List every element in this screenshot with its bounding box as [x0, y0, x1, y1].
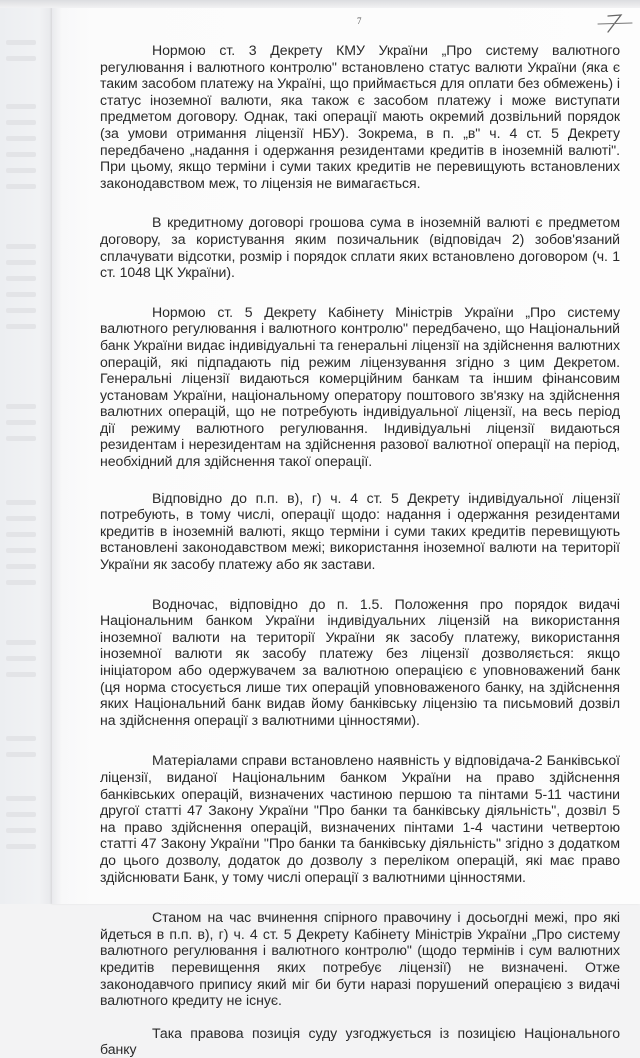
bleed-through-text	[6, 104, 36, 109]
bleed-through-text	[6, 308, 36, 313]
page-number: 7	[357, 16, 362, 26]
bleed-through-text	[6, 260, 36, 265]
paragraph-1: Нормою ст. 3 Декрету КМУ України „Про систему валютного регулювання і валютного контролю" встановлено статус валюти України (яка є таким засобом платежу на Україні, що приймається для оплати без обмежень) і статус іноземної валюти, яка також є засобом платежу і може виступати предметом договору. Однак, такі операції мають окремий дозвільний порядок (за умови отримання ліцензії НБУ). Зокрема, в п. „в" ч. 4 ст. 5 Декрету передбачено „надання і одержання резидентами кредитів в іноземній валюті". При цьому, якщо терміни і суми таких кредитів не перевищують встановлених законодавством меж, то ліцензія не вимагається.	[100, 42, 620, 191]
underlying-page-edge	[0, 0, 56, 904]
paragraph-4: Відповідно до п.п. в), г) ч. 4 ст. 5 Декрету індивідуальної ліцензії потребують, в тому числі, операції щодо: надання і одержання резидентами кредитів в іноземній валюті, якщо терміни і суми таких кредитів перевищують встановлені законодавством межі; використання іноземної валюти на території України як засобу платежу або як застави.	[100, 489, 620, 573]
bleed-through-text	[6, 796, 36, 801]
bleed-through-text	[6, 404, 36, 409]
bleed-through-text	[6, 292, 36, 297]
document-body	[100, 42, 620, 1058]
paragraph-gap	[100, 191, 620, 214]
bleed-through-text	[6, 516, 36, 521]
paragraph-gap	[100, 573, 620, 596]
paragraph-7: Станом на час вчинення спірного правочину і досьогдні межі, про які йдеться в п.п. в), г) ч. 4 ст. 5 Декрету Кабінету Міністрів України „Про систему валютного регулювання і валютного контролю" (щодо термінів і сум валютних кредитів перевищення яких потребує ліцензії) не визначені. Отже законодавчого припису який міг би бути наразі порушений операцією з видачі валютного кредиту не існує.	[100, 909, 620, 1009]
bleed-through-text	[6, 844, 36, 849]
bleed-through-text	[6, 548, 36, 553]
bleed-through-text	[6, 184, 36, 189]
paragraph-gap	[100, 281, 620, 304]
paragraph-gap	[100, 885, 620, 909]
paragraph-8: Така правова позиція суду узгоджується із позицією Національного банку	[100, 1024, 620, 1058]
bleed-through-text	[6, 672, 36, 677]
paragraph-gap	[100, 728, 620, 752]
paragraph-2: В кредитному договорі грошова сума в іноземній валюті є предметом договору, за користування яким позичальник (відповідач 2) зобов'язаний сплачувати відсотки, розмір і порядок сплати яких встановлено договором (ч. 1 ст. 1048 ЦК України).	[100, 214, 620, 281]
paragraph-5: Водночас, відповідно до п. 1.5. Положення про порядок видачі Національним банком України індивідуальних ліцензій на використання іноземної валюти на території України як засобу платежу, використання іноземної валюти як засобу платежу без ліцензії дозволяється: якщо ініціатором або одержувачем за валютною операцією є уповноважений банк (ця норма стосується лише тих операцій уповноваженого банку, на здійснення яких Національний банк видав йому банківську ліцензію та письмовий дозвіл на здійснення операції з валютними цінностями).	[100, 595, 620, 728]
bleed-through-text	[6, 276, 36, 281]
bleed-through-text	[6, 120, 36, 125]
paragraph-3: Нормою ст. 5 Декрету Кабінету Міністрів України „Про систему валютного регулювання і валютного контролю" передбачено, що Національний банк України видає індивідуальні та генеральні ліцензії на здійснення валютних операцій, які підпадають під режим ліцензування згідно з цим Декретом. Генеральні ліцензії видаються комерційним банкам та іншим фінансовим установам України, національному оператору поштового зв'язку на здійснення валютних операцій, що не потребують індивідуальної ліцензії, на весь період дії режиму валютного регулювання. Індивідуальні ліцензії видаються резидентам і нерезидентам на здійснення разової валютної операції на період, необхідний для здійснення такої операції.	[100, 303, 620, 470]
bleed-through-text	[6, 500, 36, 505]
bleed-through-text	[6, 580, 36, 585]
paragraph-gap	[100, 1009, 620, 1025]
bleed-through-text	[6, 812, 36, 817]
bleed-through-text	[6, 324, 36, 329]
bleed-through-text	[6, 56, 36, 61]
bleed-through-text	[6, 244, 36, 249]
bleed-through-text	[6, 752, 36, 757]
paragraph-6: Матеріалами справи встановлено наявність у відповідача-2 Банківської ліцензії, виданої Національним банком України на право здійснення банківських операцій, визначених частиною першою та пінтами 5-11 частини другої статті 47 Закону України "Про банки та банківську діяльність", дозвіл 5 на право здійснення операцій, визначених пінтами 1-4 частини четвертою статті 47 Закону України "Про банки та банківську діяльність" згідно з додатком до цього дозволу, додаток до дозволу з переліком операцій, які має право здійснювати Банк, у тому числі операції з валютними цінностями.	[100, 752, 620, 885]
bleed-through-text	[6, 736, 36, 741]
bleed-through-text	[6, 420, 36, 425]
bleed-through-text	[6, 136, 36, 141]
bleed-through-text	[6, 40, 36, 45]
bleed-through-text	[6, 564, 36, 569]
bleed-through-text	[6, 640, 36, 645]
bleed-through-text	[6, 436, 36, 441]
bleed-through-text	[6, 532, 36, 537]
bleed-through-text	[6, 168, 36, 173]
bleed-through-text	[6, 656, 36, 661]
handwritten-page-mark-icon	[594, 6, 634, 36]
bleed-through-text	[6, 828, 36, 833]
paragraph-gap	[100, 470, 620, 490]
bleed-through-text	[6, 152, 36, 157]
scan-top-edge	[0, 0, 640, 8]
